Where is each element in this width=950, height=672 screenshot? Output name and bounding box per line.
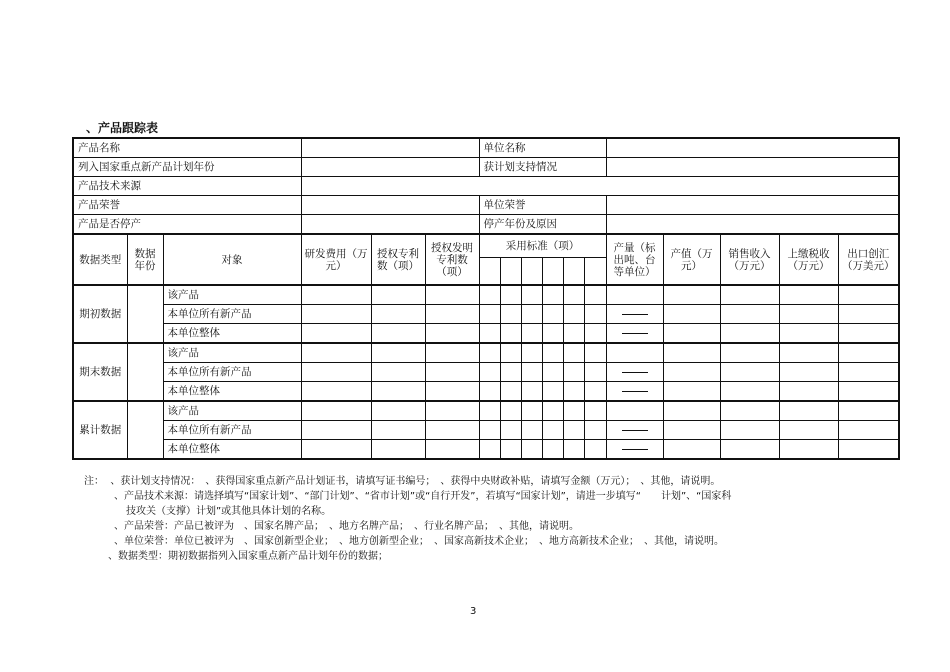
output-na-dash xyxy=(606,363,663,382)
row-target: 该产品 xyxy=(163,285,301,305)
note-line-4: 、单位荣誉：单位已被评为 、国家创新型企业； 、地方创新型企业； 、国家高新技术企业； 、地方高新技术企业； 、其他，请说明。 xyxy=(114,536,724,547)
col-sales: 销售收入（万元） xyxy=(720,234,779,285)
col-target: 对象 xyxy=(163,234,301,285)
standard-subcol xyxy=(521,258,542,286)
tech-source-value[interactable] xyxy=(301,177,899,196)
table-row xyxy=(73,421,899,440)
table-row xyxy=(73,324,899,344)
plan-support-label: 获计划支持情况 xyxy=(479,158,606,177)
product-name-row xyxy=(73,138,899,158)
col-output: 产量（标出吨、台等单位） xyxy=(606,234,663,285)
table-row xyxy=(73,363,899,382)
table-row xyxy=(73,285,899,305)
discontinued-row xyxy=(73,215,899,235)
group-label: 期末数据 xyxy=(73,343,127,401)
row-target: 本单位整体 xyxy=(163,324,301,344)
standard-subcol xyxy=(500,258,521,286)
product-tracking-table xyxy=(72,137,900,460)
group-year-cell[interactable] xyxy=(127,343,163,401)
notes-block xyxy=(84,474,884,564)
output-na-dash xyxy=(606,324,663,344)
tech-source-label: 产品技术来源 xyxy=(73,177,301,196)
unit-name-label: 单位名称 xyxy=(479,138,606,158)
group-label: 累计数据 xyxy=(73,401,127,459)
product-honor-value[interactable] xyxy=(301,196,479,215)
plan-support-value[interactable] xyxy=(606,158,899,177)
discontinued-label: 产品是否停产 xyxy=(73,215,301,235)
row-target: 本单位所有新产品 xyxy=(163,363,301,382)
group-year-cell[interactable] xyxy=(127,285,163,343)
unit-honor-value[interactable] xyxy=(606,196,899,215)
header-row-1 xyxy=(73,234,899,258)
group-year-cell[interactable] xyxy=(127,401,163,459)
page-number: 3 xyxy=(470,606,477,617)
table-row xyxy=(73,401,899,421)
table-row xyxy=(73,382,899,402)
standard-subcol xyxy=(479,258,500,286)
unit-honor-label: 单位荣誉 xyxy=(479,196,606,215)
note-line-1 xyxy=(84,474,884,489)
col-invention-patents: 授权发明专利数（项） xyxy=(425,234,479,285)
notes-prefix: 注： xyxy=(84,476,104,487)
honor-row xyxy=(73,196,899,215)
product-name-label: 产品名称 xyxy=(73,138,301,158)
standard-subcol xyxy=(563,258,584,286)
discontinued-year-value[interactable] xyxy=(606,215,899,235)
note-line-2b: 技攻关（支撑）计划”或其他具体计划的名称。 xyxy=(126,506,332,517)
discontinued-value[interactable] xyxy=(301,215,479,235)
output-na-dash xyxy=(606,440,663,460)
col-data-type: 数据类型 xyxy=(73,234,127,285)
listed-year-label: 列入国家重点新产品计划年份 xyxy=(73,158,301,177)
col-rd-cost: 研发费用（万元） xyxy=(301,234,371,285)
row-target: 该产品 xyxy=(163,401,301,421)
col-data-year: 数据年份 xyxy=(127,234,163,285)
note-line-5: 、数据类型：期初数据指列入国家重点新产品计划年份的数据； xyxy=(108,551,388,562)
output-na-dash xyxy=(606,382,663,402)
row-target: 本单位整体 xyxy=(163,382,301,402)
group-label: 期初数据 xyxy=(73,285,127,343)
note-line-3: 、产品荣誉：产品已被评为 、国家名牌产品； 、地方名牌产品； 、行业名牌产品； 、其他，请说明。 xyxy=(114,521,579,532)
row-target: 本单位所有新产品 xyxy=(163,305,301,324)
section-title: 、产品跟踪表 xyxy=(86,121,159,135)
listed-year-row xyxy=(73,158,899,177)
col-standards: 采用标准（项） xyxy=(479,234,606,258)
col-export: 出口创汇（万美元） xyxy=(838,234,899,285)
table-row xyxy=(73,343,899,363)
unit-name-value[interactable] xyxy=(606,138,899,158)
col-output-value: 产值（万元） xyxy=(663,234,720,285)
listed-year-value[interactable] xyxy=(301,158,479,177)
table-row xyxy=(73,440,899,460)
discontinued-year-label: 停产年份及原因 xyxy=(479,215,606,235)
row-target: 该产品 xyxy=(163,343,301,363)
row-target: 本单位整体 xyxy=(163,440,301,460)
row-target: 本单位所有新产品 xyxy=(163,421,301,440)
note-plan-support: 、获计划支持情况： 、获得国家重点新产品计划证书，请填写证书编号； 、获得中央财政补贴，请填写金额（万元）； 、其他，请说明。 xyxy=(110,476,721,487)
table-row xyxy=(73,305,899,324)
note-line-2: 、产品技术来源：请选择填写“国家计划”、“部门计划”、“省市计划”或“自行开发”，若填写“国家计划”，请进一步填写“ 计划”、“国家科 xyxy=(114,491,732,502)
product-name-value[interactable] xyxy=(301,138,479,158)
product-honor-label: 产品荣誉 xyxy=(73,196,301,215)
tech-source-row xyxy=(73,177,899,196)
standard-subcol xyxy=(542,258,563,286)
output-na-dash xyxy=(606,421,663,440)
col-licensed-patents: 授权专利数（项） xyxy=(371,234,425,285)
col-tax: 上缴税收（万元） xyxy=(779,234,838,285)
standard-subcol xyxy=(584,258,606,286)
output-na-dash xyxy=(606,305,663,324)
